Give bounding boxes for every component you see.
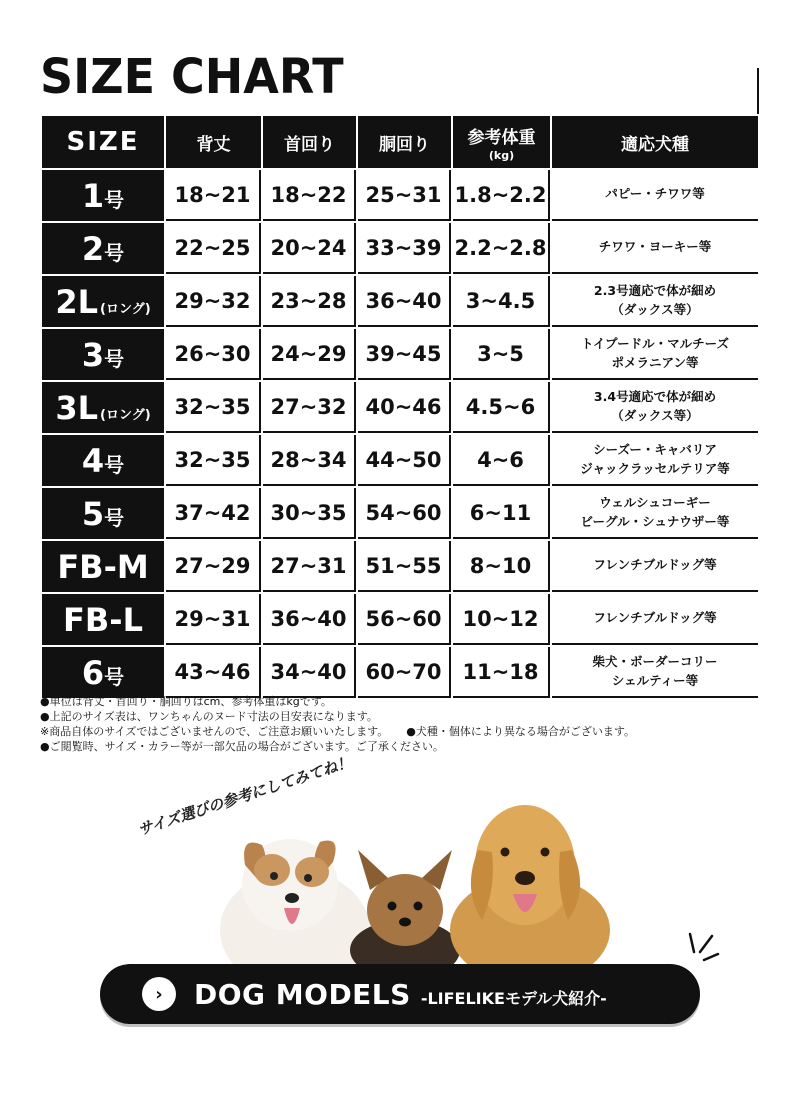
size-main: 1 [81, 176, 105, 215]
header-neck: 首回り [263, 116, 356, 168]
size-label [42, 329, 164, 380]
breed-line: フレンチブルドッグ等 [593, 610, 717, 626]
breed-line: トイプードル・マルチーズ [580, 336, 729, 352]
breed-line: ポメラニアン等 [611, 354, 699, 370]
waist-value: 40~46 [358, 382, 451, 433]
breed-line: ジャックラッセルテリア等 [580, 460, 730, 476]
table-header-row [42, 116, 758, 168]
size-main: 2 [81, 229, 105, 268]
banner-title: DOG MODELS [194, 977, 411, 1011]
breed-line: シェルティー等 [611, 672, 699, 688]
neck-value: 30~35 [263, 488, 356, 539]
breed-line: 柴犬・ボーダーコリー [592, 654, 718, 670]
size-chart-table [40, 114, 760, 700]
weight-value: 3~5 [453, 329, 550, 380]
size-suffix: 号 [104, 452, 125, 477]
breed-line: シーズー・キャバリア [593, 442, 717, 458]
breed-value [552, 276, 758, 327]
table-row [42, 223, 758, 274]
breed-line: 3.4号適応で体が細め [593, 389, 717, 405]
header-weight-unit: (kg) [488, 148, 515, 162]
back-length-value: 37~42 [166, 488, 261, 539]
size-label [42, 594, 164, 645]
breed-line: ビーグル・シュナウザー等 [580, 513, 730, 529]
size-suffix: 号 [104, 240, 125, 265]
size-label [42, 223, 164, 274]
neck-value: 34~40 [263, 647, 356, 698]
header-weight [453, 116, 550, 168]
back-length-value: 26~30 [166, 329, 261, 380]
breed-line: チワワ・ヨーキー等 [598, 239, 712, 255]
breed-value [552, 488, 758, 539]
waist-value: 56~60 [358, 594, 451, 645]
breed-value [552, 382, 758, 433]
weight-value: 6~11 [453, 488, 550, 539]
size-main: 4 [81, 441, 105, 480]
breed-value [552, 594, 758, 645]
accent-marks-icon [682, 930, 722, 970]
back-length-value: 27~29 [166, 541, 261, 592]
size-suffix: (ロング) [100, 301, 151, 317]
size-main: FB-L [63, 600, 143, 639]
table-row [42, 594, 758, 645]
header-weight-label: 参考体重 [467, 127, 536, 148]
size-main: 6 [81, 653, 105, 692]
yorkie-dog-illustration [350, 850, 460, 970]
neck-value: 20~24 [263, 223, 356, 274]
neck-value: 27~31 [263, 541, 356, 592]
size-suffix: 号 [104, 346, 125, 371]
handwritten-caption: サイズ選びの参考にしてみてね！ [135, 752, 355, 840]
back-length-value: 29~31 [166, 594, 261, 645]
back-length-value: 22~25 [166, 223, 261, 274]
size-suffix: (ロング) [100, 407, 151, 423]
note-line: ●上記のサイズ表は、ワンちゃんのヌード寸法の目安表になります。 [40, 710, 378, 723]
breed-value [552, 647, 758, 698]
size-label [42, 435, 164, 486]
size-label [42, 647, 164, 698]
breed-value [552, 329, 758, 380]
waist-value: 44~50 [358, 435, 451, 486]
size-suffix: 号 [104, 187, 125, 212]
table-row [42, 329, 758, 380]
size-label [42, 541, 164, 592]
size-suffix: 号 [104, 664, 125, 689]
jack-russell-dog-illustration [220, 839, 370, 970]
table-row [42, 541, 758, 592]
waist-value: 36~40 [358, 276, 451, 327]
note-line: ●単位は背丈・首回り・胴回りはcm、参考体重はkgです。 [40, 695, 332, 708]
table-row [42, 435, 758, 486]
waist-value: 39~45 [358, 329, 451, 380]
neck-value: 27~32 [263, 382, 356, 433]
breed-line: （ダックス等） [611, 407, 699, 423]
size-main: 3 [81, 335, 105, 374]
breed-line: 2.3号適応で体が細め [593, 283, 717, 299]
neck-value: 36~40 [263, 594, 356, 645]
waist-value: 25~31 [358, 170, 451, 221]
waist-value: 51~55 [358, 541, 451, 592]
size-label [42, 170, 164, 221]
golden-retriever-dog-illustration [450, 805, 610, 970]
back-length-value: 32~35 [166, 435, 261, 486]
back-length-value: 29~32 [166, 276, 261, 327]
back-length-value: 18~21 [166, 170, 261, 221]
size-main: 3L [55, 388, 99, 427]
dog-models-illustration [200, 790, 620, 970]
table-row [42, 170, 758, 221]
breed-value [552, 541, 758, 592]
size-label [42, 276, 164, 327]
table-row [42, 647, 758, 698]
header-back-length: 背丈 [166, 116, 261, 168]
size-main: 5 [81, 494, 105, 533]
note-line: ●ご閲覧時、サイズ・カラー等が一部欠品の場合がございます。ご了承ください。 [40, 740, 444, 753]
breed-value [552, 170, 758, 221]
size-label [42, 382, 164, 433]
breed-line: パピー・チワワ等 [605, 186, 705, 202]
table-row [42, 382, 758, 433]
weight-value: 1.8~2.2 [453, 170, 550, 221]
size-label [42, 488, 164, 539]
neck-value: 28~34 [263, 435, 356, 486]
breed-line: フレンチブルドッグ等 [593, 557, 717, 573]
waist-value: 54~60 [358, 488, 451, 539]
neck-value: 18~22 [263, 170, 356, 221]
waist-value: 33~39 [358, 223, 451, 274]
chevron-right-icon: › [142, 977, 176, 1011]
size-main: 2L [55, 282, 99, 321]
neck-value: 23~28 [263, 276, 356, 327]
banner-subtitle: -LIFELIKEモデル犬紹介- [420, 988, 607, 1008]
breed-line: （ダックス等） [611, 301, 699, 317]
weight-value: 2.2~2.8 [453, 223, 550, 274]
back-length-value: 32~35 [166, 382, 261, 433]
note-text: ※商品自体のサイズではございませんので、ご注意お願いいたします。 [40, 725, 389, 738]
weight-value: 10~12 [453, 594, 550, 645]
back-length-value: 43~46 [166, 647, 261, 698]
header-waist: 胴回り [358, 116, 451, 168]
size-suffix: 号 [104, 505, 125, 530]
weight-value: 4.5~6 [453, 382, 550, 433]
table-row [42, 276, 758, 327]
page-title: SIZE CHART [40, 47, 344, 105]
header-size: SIZE [42, 116, 164, 168]
dog-models-banner[interactable] [100, 964, 700, 1024]
header-breed: 適応犬種 [552, 116, 758, 168]
note-text: ●犬種・個体により異なる場合がございます。 [406, 725, 635, 738]
weight-value: 3~4.5 [453, 276, 550, 327]
weight-value: 11~18 [453, 647, 550, 698]
breed-value [552, 435, 758, 486]
breed-line: ウェルシュコーギー [599, 495, 711, 511]
weight-value: 4~6 [453, 435, 550, 486]
weight-value: 8~10 [453, 541, 550, 592]
table-row [42, 488, 758, 539]
waist-value: 60~70 [358, 647, 451, 698]
breed-value [552, 223, 758, 274]
size-main: FB-M [57, 547, 149, 586]
neck-value: 24~29 [263, 329, 356, 380]
